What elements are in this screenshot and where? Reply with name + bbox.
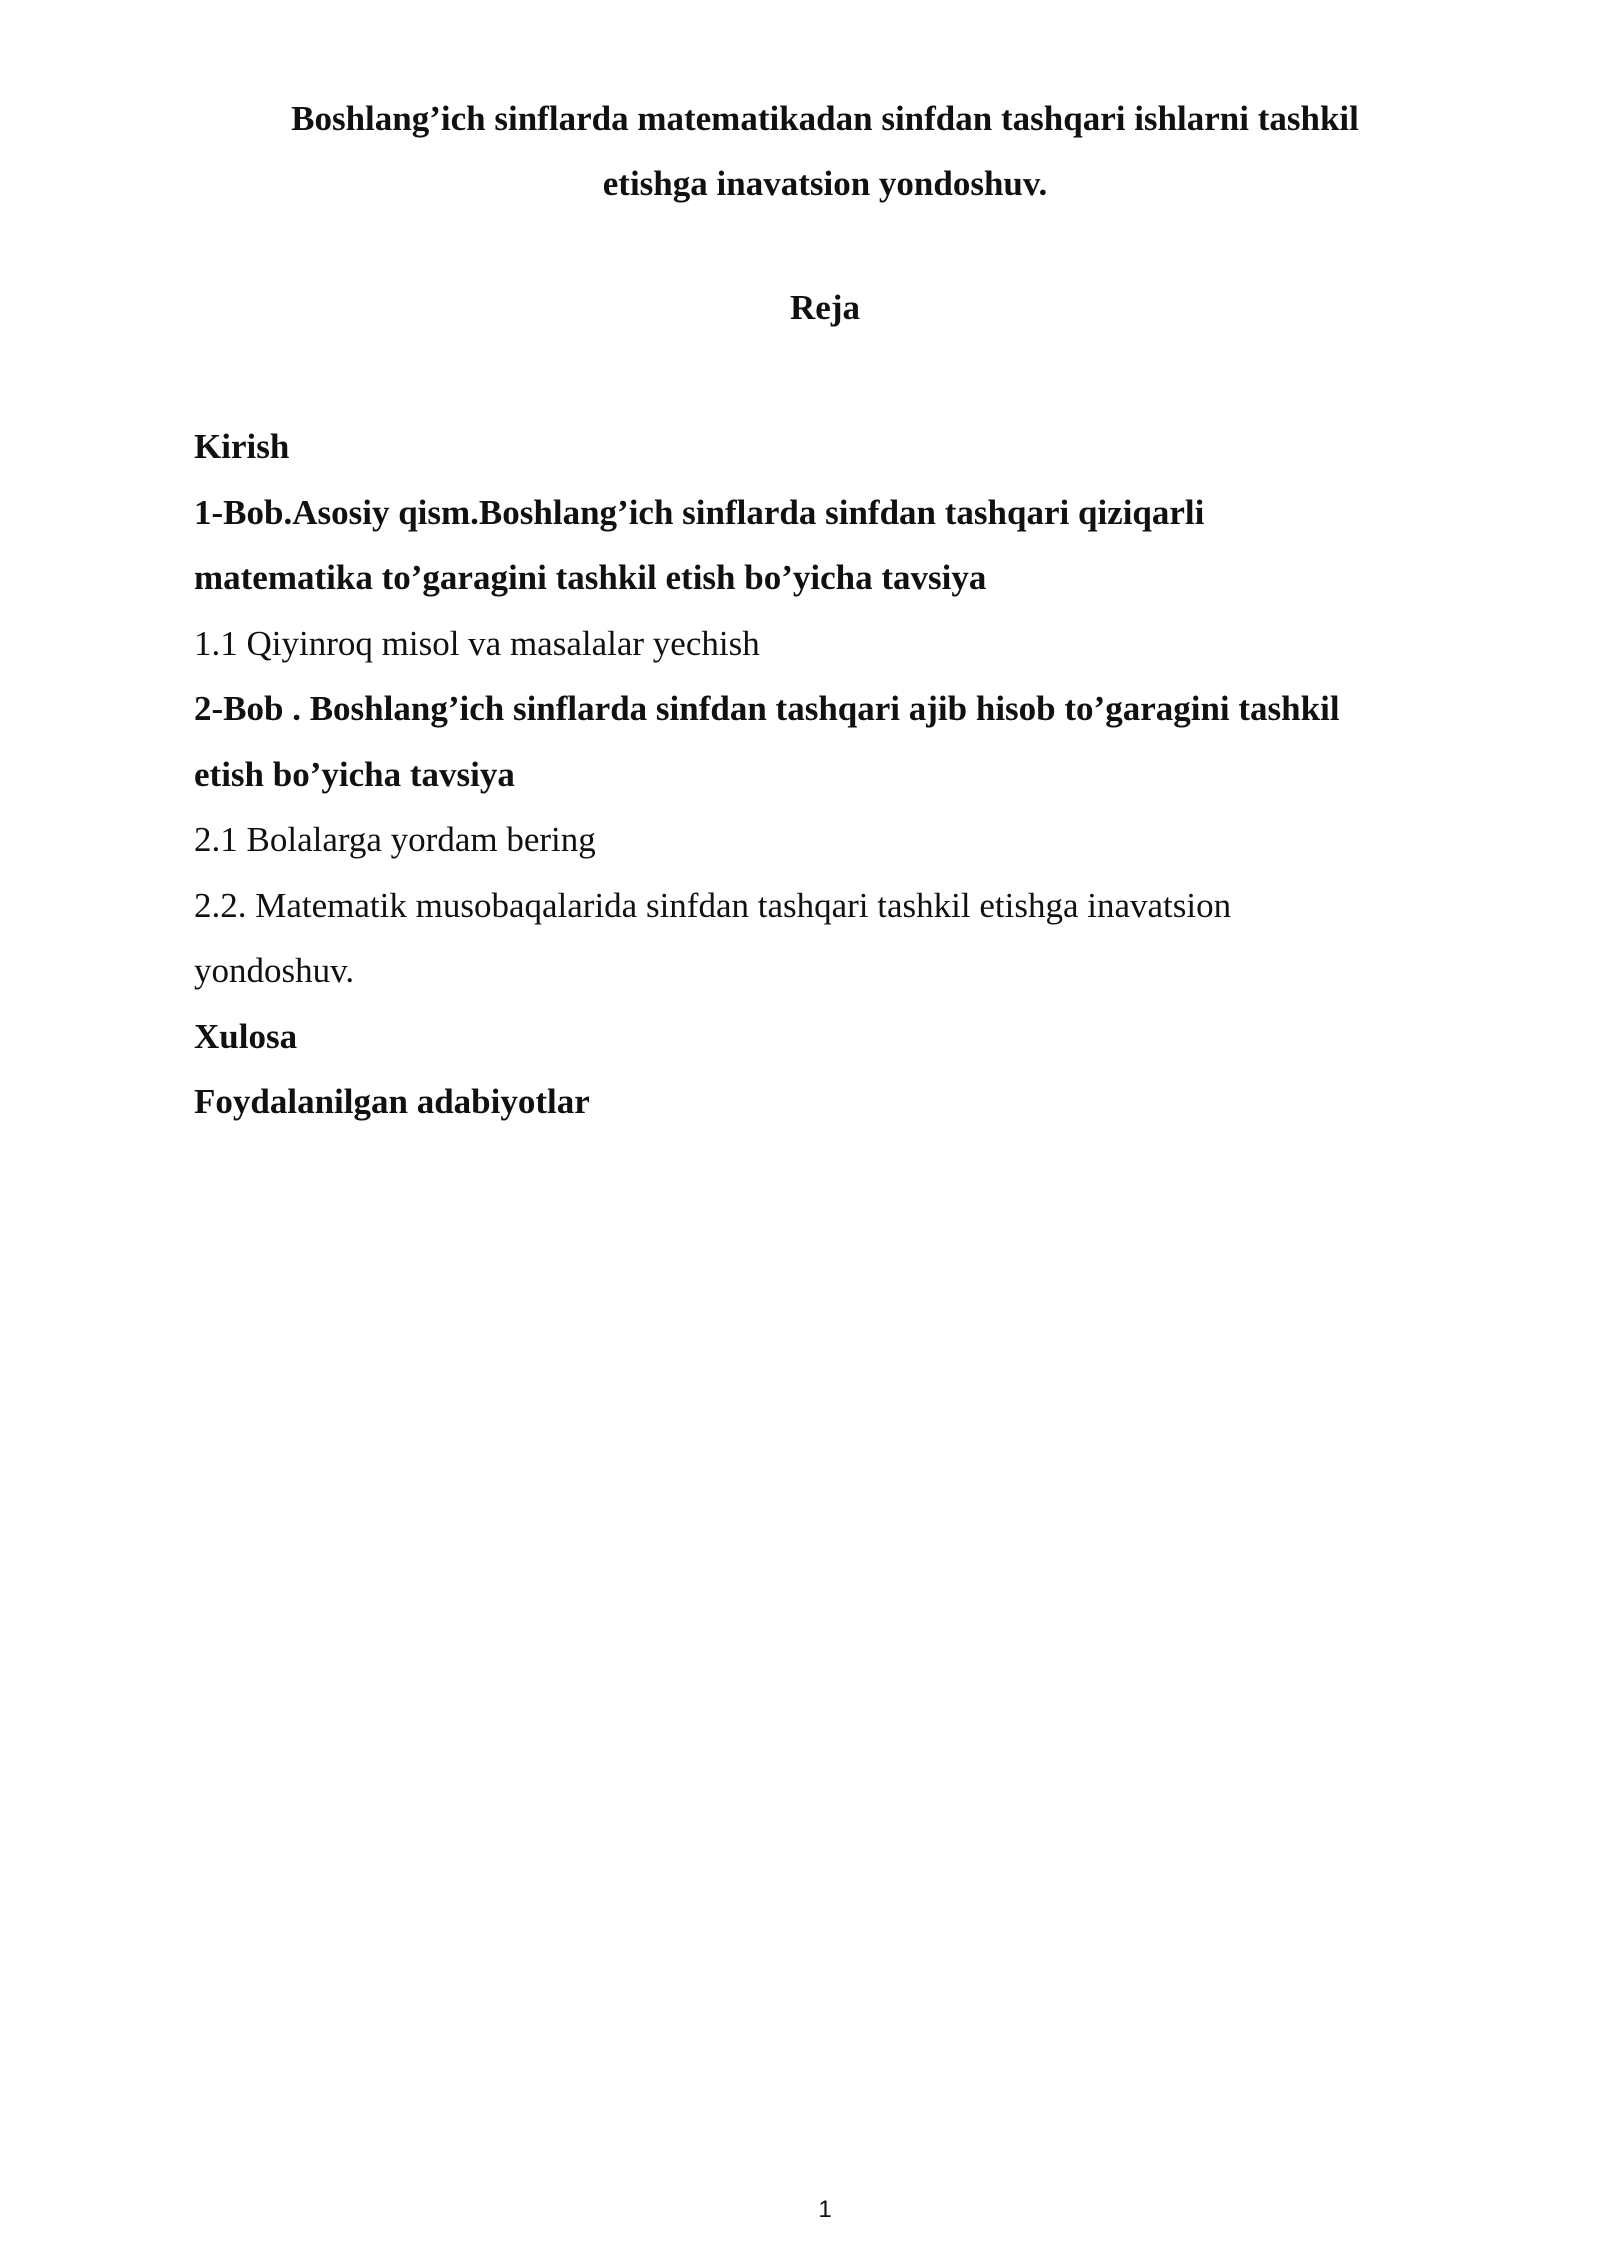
toc-item-chapter-1: 1-Bob.Asosiy qism.Boshlang’ich sinflarda sinfdan tashqari qiziqarli [194, 492, 1205, 532]
toc-item-conclusion: Xulosa [194, 1016, 298, 1056]
toc-item-section-2-2: 2.2. Matematik musobaqalarida sinfdan tashqari tashkil etishga inavatsion [194, 885, 1232, 925]
toc-item-chapter-1-continued: matematika to’garagini tashkil etish bo’yicha tavsiya [194, 558, 987, 597]
toc-item-section-1-1: 1.1 Qiyinroq misol va masalalar yechish [194, 623, 760, 663]
title-line: Boshlang’ich sinflarda matematikadan sinfdan tashqari ishlarni tashkil [291, 99, 1359, 138]
table-of-contents [194, 414, 1454, 1135]
toc-item-chapter-2-continued: etish bo’yicha tavsiya [194, 754, 515, 794]
toc-item-section-2-2-continued: yondoshuv. [194, 951, 355, 990]
toc-item-section-2-1: 2.1 Bolalarga yordam bering [194, 820, 596, 859]
page-number: 1 [818, 2196, 832, 2223]
plan-heading: Reja [790, 288, 860, 327]
document-title [190, 86, 1460, 216]
toc-item-references: Foydalanilgan adabiyotlar [194, 1082, 590, 1121]
toc-item-introduction: Kirish [194, 427, 290, 466]
toc-item-chapter-2: 2-Bob . Boshlang’ich sinflarda sinfdan tashqari ajib hisob to’garagini tashkil [194, 689, 1340, 728]
title-line: etishga inavatsion yondoshuv. [602, 164, 1048, 203]
